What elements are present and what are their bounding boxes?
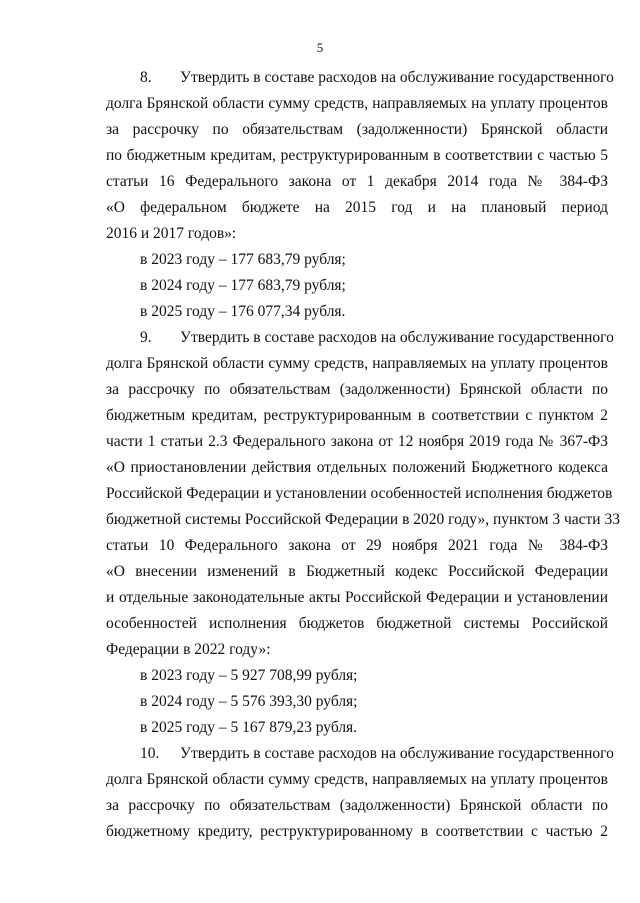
- item-number: 9.: [140, 329, 152, 346]
- paragraph-line: бюджетным кредитам, реструктурированным в соответствии с пунктом 2: [106, 407, 608, 424]
- line-text: Утвердить в составе расходов на обслуживание государственного: [180, 329, 614, 346]
- amount-line: в 2024 году – 5 576 393,30 рубля;: [140, 693, 358, 710]
- line-text: Утвердить в составе расходов на обслуживание государственного: [180, 69, 614, 86]
- paragraph-line: бюджетной системы Российской Федерации в 2020 году», пунктом 3 части 33: [106, 511, 620, 528]
- document-body: [106, 65, 620, 845]
- amount-line: в 2024 году – 177 683,79 рубля;: [140, 277, 346, 294]
- page-number: 5: [316, 40, 324, 55]
- amount-line: в 2023 году – 5 927 708,99 рубля;: [140, 667, 358, 684]
- paragraph-item-9: [106, 325, 620, 741]
- paragraph-line: «О приостановлении действия отдельных положений Бюджетного кодекса: [106, 459, 608, 476]
- paragraph-line: долга Брянской области сумму средств, направляемых на уплату процентов: [106, 355, 608, 372]
- amount-line: в 2023 году – 177 683,79 рубля;: [140, 251, 346, 268]
- paragraph-line: долга Брянской области сумму средств, направляемых на уплату процентов: [106, 771, 608, 788]
- paragraph-line: за рассрочку по обязательствам (задолженности) Брянской области: [106, 121, 608, 138]
- paragraph-line: долга Брянской области сумму средств, направляемых на уплату процентов: [106, 95, 608, 112]
- line-text: Утвердить в составе расходов на обслуживание государственного: [180, 745, 614, 762]
- paragraph-line: части 1 статьи 2.3 Федерального закона от 12 ноября 2019 года № 367-ФЗ: [106, 433, 608, 450]
- paragraph-line: [106, 65, 614, 91]
- amount-line: в 2025 году – 176 077,34 рубля.: [140, 303, 346, 320]
- paragraph-line: [106, 741, 614, 767]
- item-number: 10.: [140, 745, 160, 762]
- paragraph-line: за рассрочку по обязательствам (задолженности) Брянской области по: [106, 381, 608, 398]
- paragraph-line: бюджетному кредиту, реструктурированному в соответствии с частью 2: [106, 823, 608, 840]
- paragraph-item-8: [106, 65, 614, 325]
- paragraph-line: статьи 16 Федерального закона от 1 декабря 2014 года № 384-ФЗ: [106, 173, 608, 190]
- paragraph-line: особенностей исполнения бюджетов бюджетной системы Российской: [106, 615, 608, 632]
- paragraph-line: Федерации в 2022 году»:: [106, 641, 271, 658]
- paragraph-line: 2016 и 2017 годов»:: [106, 225, 237, 242]
- paragraph-line: «О федеральном бюджете на 2015 год и на плановый период: [106, 199, 608, 216]
- paragraph-line: «О внесении изменений в Бюджетный кодекс Российской Федерации: [106, 563, 608, 580]
- item-number: 8.: [140, 69, 152, 86]
- paragraph-item-10: [106, 741, 614, 845]
- paragraph-line: статьи 10 Федерального закона от 29 ноября 2021 года № 384-ФЗ: [106, 537, 608, 554]
- amount-line: в 2025 году – 5 167 879,23 рубля.: [140, 719, 358, 736]
- paragraph-line: по бюджетным кредитам, реструктурированным в соответствии с частью 5: [106, 147, 608, 164]
- paragraph-line: и отдельные законодательные акты Российской Федерации и установлении: [106, 589, 608, 606]
- paragraph-line: [106, 325, 614, 351]
- paragraph-line: Российской Федерации и установлении особенностей исполнения бюджетов: [106, 485, 613, 502]
- paragraph-line: за рассрочку по обязательствам (задолженности) Брянской области по: [106, 797, 608, 814]
